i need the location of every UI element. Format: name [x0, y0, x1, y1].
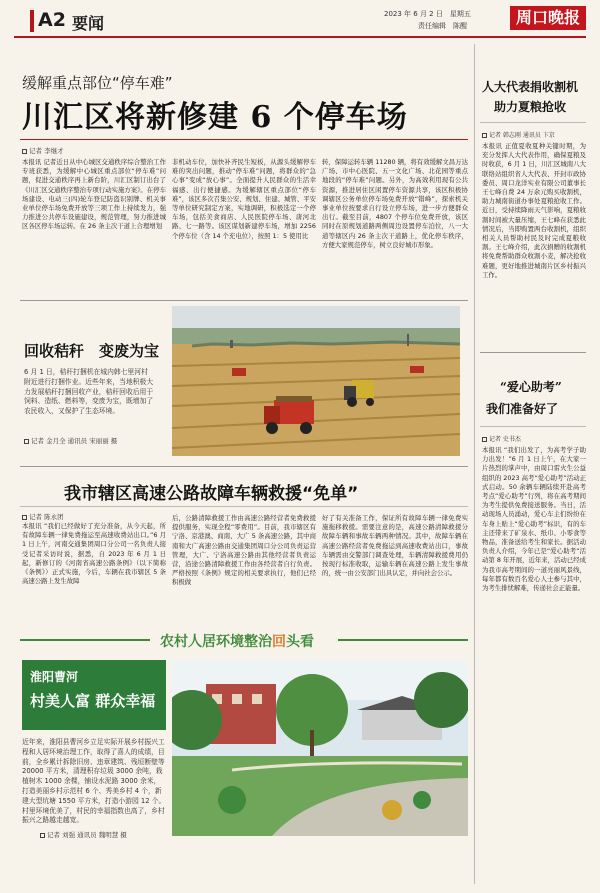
- column-divider: [474, 44, 475, 884]
- support-rule: [480, 426, 586, 427]
- rescue-rule-top: [20, 466, 468, 467]
- rescue-col-2: 后，公路清障救援工作由高速公路经营者免费救援提供服务，实现全程“零费用”。目前，我市辖区有宁洛、京港澳、商南、大广 5 条高速公路，其中商南和大广高速公路由交通集团周口分公司负责运营管理，大广、宁洛高速公路由其他经营者负责运营，沿途公路清障救援工作由各经营者自行负责。严格按照《条例》规定的相关要求执行，他们已经积极做: [172, 514, 316, 587]
- section-name: 要闻: [72, 14, 105, 33]
- rescue-rule: [20, 506, 468, 507]
- donation-body: 本报讯 正值夏收夏种关键时期，为充分发挥人大代表作用，确保夏粮及时收获，6 月 1 日，川汇区城南八大联络站组织省人大代表、开封市政协委员、周口龙洋实业有限公司董事长王七峰自费 24 万余元购买收割机，助力城南街道办事处夏粮抢收工作。近日，受持续降雨天气影响，夏粮收割时间被大量压缩，王七峰在获悉此情况后，当即购置两台收割机，组织相关人员帮助村民及时完成夏粮收割。王七峰介绍，此次捐赠的收割机将免费帮助群众收割小麦，解决抢收难题，更好地推进城南片区乡村振兴工作。: [482, 142, 586, 279]
- donation-rule: [480, 122, 586, 123]
- donation-byline: 记者 韩志刚 通讯员 卞京: [482, 130, 586, 139]
- rescue-headline: 我市辖区高速公路故障车辆救援“免单”: [64, 484, 359, 504]
- village-photo: [172, 660, 468, 836]
- photo-title: 回收秸秆 变废为宝: [24, 342, 160, 360]
- lead-byline: 记者 李继才: [22, 146, 64, 155]
- section-code: A2: [38, 9, 66, 31]
- banner-text-post: 头看: [286, 634, 314, 650]
- support-headline-1: “爱心助考”: [500, 380, 562, 394]
- lead-col-3: 转，保障运转车辆 11280 辆，将有效缓解文昌万达广场、市中心医院、五一文化广场、北花园等重点地段的“停车难”问题。另外，为高效利用现有公共资源，推进居住区闲置停车资源共享，该区积极协调辖区公务单位停车场免费开放“错峰”，探索机关事业单位按要求自行设立停车场，进一步方便群众出行。截至目前，4807 个停车位免费开放，该区同时在原规划道路两侧周边设置停车泊位，八一大道等辖区内 26 条主次干道路上，优化停车秩序，方便大家规范停车，树立良好城市形象。: [322, 158, 468, 249]
- banner-text-pre: 农村人居环境整治: [160, 634, 272, 650]
- banner-text-mid: 回: [272, 634, 286, 650]
- rural-credit: 记者 刘强 通讯员 魏明慧 摄: [40, 830, 170, 839]
- issue-date: 2023 年 6 月 2 日 星期五: [384, 10, 471, 18]
- photo-caption: 6 月 1 日，秸秆打捆机在城内韩七里河村附近进行打捆作业。近些年来，当地积极大力发展秸秆打捆回收产业，秸秆回收后用于饲料、造纸、燃料等，变废为宝，既增加了农民收入，又保护了生态环境。: [24, 368, 154, 416]
- donation-headline-1: 人大代表捐收割机: [482, 80, 579, 94]
- rural-kicker: 淮阳曹河: [30, 670, 79, 684]
- support-headline-2: 我们准备好了: [486, 402, 559, 416]
- rural-title-block: [22, 660, 166, 730]
- lead-col-2: 非机动车位，加快补齐民生短板，从源头缓解停车难的突出问题，推动“停车难”问题，将群众的“急心事”变成“放心事”。全面提升人民群众的生活幸福感、出行便捷感。为缓解辖区重点部位“停车难”，该区多次召集公安、规划、住建、城管、平安等单位研究制定方案，实地调研，积极选定一个停车场，包括美食商店、人民医院停车场、唐河北路、七一路等。该区谋划新建停车场，增加 2256 个停车位（含 14 个充电位），按照 1：5 使用比: [172, 158, 316, 240]
- editors-line: 责任编辑 陈醒: [418, 22, 467, 30]
- harvest-photo: [172, 306, 460, 456]
- rural-banner: [20, 630, 468, 650]
- lead-rule: [20, 139, 468, 140]
- support-body: 本报讯 “我们出发了，为高考学子助力出发！”6 月 1 日上午，在大家一片热烈的掌声中，由周口雷火生公益组织的 2023 高考“爱心助考”活动正式启动。50 余辆车辆陆续开赴高考考点“爱心助考”行列，将在高考期间为考生提供免费接送服务。当日，活动现场人员涌动，爱心车主们纷纷在车身上贴上“爱心助考”标识，有的车主还带来了矿泉水、纸巾、小零食等物品，准备送给考生和家长。据活动负责人介绍，今年已是“爱心助考”活动第 8 年开展，近年来，活动已经成为我市高考期间的一道亮丽风景线，每年都有数百名爱心人士参与其中，为考生排忧解难，传递社会正能量。: [482, 446, 586, 593]
- rural-headline: 村美人富 群众幸福: [30, 692, 156, 710]
- photo-rule: [20, 300, 468, 301]
- support-byline: 记者 史书杰: [482, 434, 586, 443]
- rescue-col-3: 好了有关准备工作，保证所有故障车辆一律免费实施拖移救援。需要注意的是，高速公路清障救援分故障车辆和事故车辆两种情况。其中，故障车辆在高速公路经营者免费拖运到高速收费站出口，事故车辆需由交警部门调查处理，车辆清障救援费用仍按现行标准收取，运输车辆在高速公路上发生事故的，统一由公安部门出具认定，并向社会公示。: [322, 514, 468, 578]
- rescue-col-1: 本报讯 “我们已经做好了充分准备，从今天起，所有故障车辆一律免费拖运至高速收费站出口。”6 月 1 日上午，河南交通集团周口分公司一名负责人接受记者采访时说，据悉，自 2023 年 6 月 1 日起，新修订的《河南省高速公路条例》（以下简称《条例》）正式实施，今后，车辆在我市辖区 5 条高速公路上发生故障: [22, 522, 166, 586]
- newspaper-logo: 周口晚报: [510, 6, 586, 30]
- lead-headline: 川汇区将新修建 6 个停车场: [22, 100, 408, 135]
- photo-credit: 记者 金月全 通讯员 宋丽丽 摄: [24, 436, 158, 445]
- section-marker: [30, 10, 34, 32]
- rescue-byline: 记者 陈永团: [22, 512, 64, 521]
- rural-body: 近年来，淮阳县曹河乡立足实际开展乡村振兴工程和人居环境治理工作，取得了喜人的成绩，目前，全乡累计拆除旧房、违章建筑、残垣断壁等 20000 平方米，清理积存垃圾 3000 余吨，栽植树木 1000 余棵，铺设水泥路 3000 余米，打造美丽乡村示范村 6 个、秀美乡村 4 个，新建大型坑塘 1550 平方米，打造小游园 12 个。村里环境优美了，村民的幸福指数也高了，乡村振兴之路越走越宽。: [22, 738, 166, 825]
- header-rule: [14, 36, 586, 38]
- lead-kicker: 缓解重点部位“停车难”: [22, 74, 173, 92]
- support-rule-top: [480, 352, 586, 353]
- donation-headline-2: 助力夏粮抢收: [494, 100, 567, 114]
- lead-col-1: 本报讯 记者近日从中心城区交通秩序综合整治工作专班获悉，为缓解中心城区重点部位“停车难”问题，促进交通秩序再上新台阶，川汇区制订出台了《川汇区交通秩序整治专项行动实施方案》。在停车场建设、电动三(四)轮车登记防盗识别牌、机关事业单位停车场免费开放等三项工作上持续发力，强力推进公共停车设施建设，规范管理，努力推进城区各区停车场运转。在 26 条主次干道上合理增划: [22, 158, 166, 231]
